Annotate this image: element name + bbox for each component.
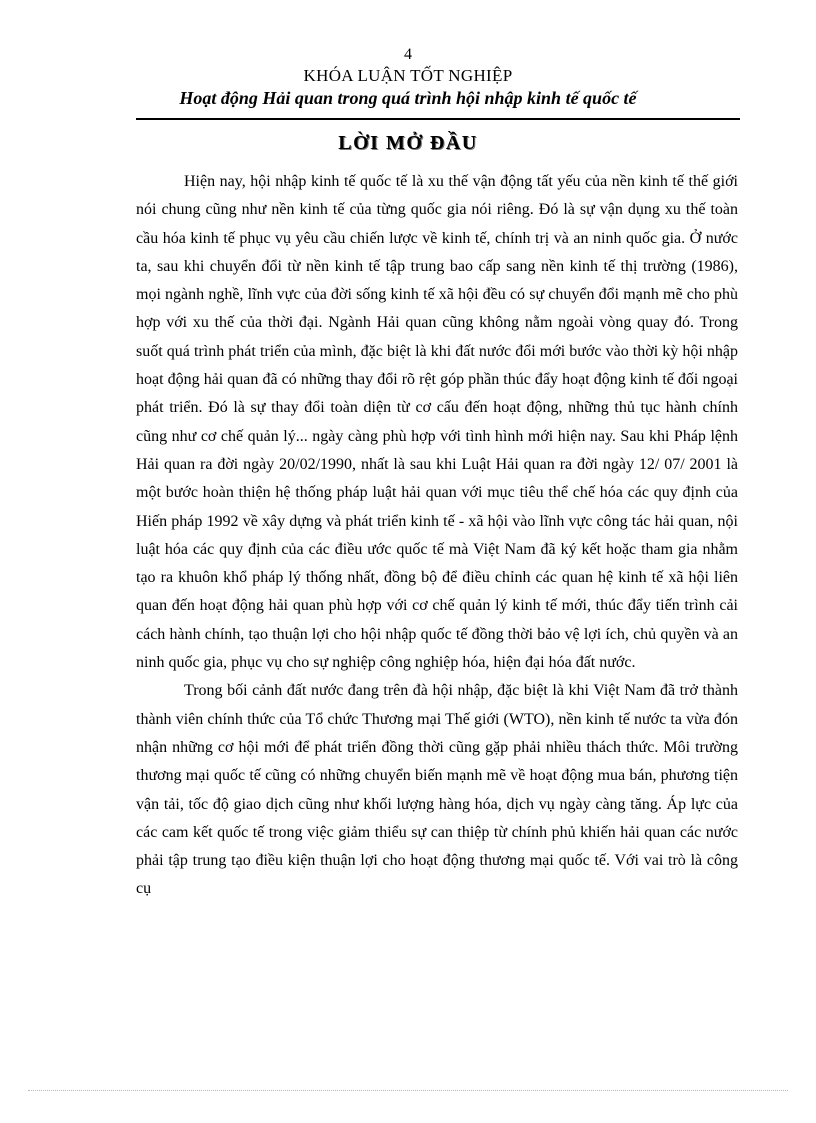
body-text <box>136 168 738 904</box>
document-header-title: KHÓA LUẬN TỐT NGHIỆP <box>303 66 513 85</box>
section-title: LỜI MỞ ĐẦU <box>338 132 478 154</box>
page-number: 4 <box>404 46 412 63</box>
paragraph-1: Hiện nay, hội nhập kinh tế quốc tế là xu thế vận động tất yếu của nền kinh tế thế giới nói chung cũng như nền kinh tế của từng quốc gia nói riêng. Đó là sự vận dụng xu thế toàn cầu hóa kinh tế phục vụ yêu cầu chiến lược về kinh tế, chính trị và an ninh quốc gia. Ở nước ta, sau khi chuyển đổi từ nền kinh tế tập trung bao cấp sang nền kinh tế thị trường (1986), mọi ngành nghề, lĩnh vực của đời sống kinh tế xã hội đều có sự chuyển đổi mạnh mẽ cho phù hợp với xu thế của thời đại. Ngành Hải quan cũng không nằm ngoài vòng quay đó. Trong suốt quá trình phát triển của mình, đặc biệt là khi đất nước đổi mới bước vào thời kỳ hội nhập hoạt động hải quan đã có những thay đổi rõ rệt góp phần thúc đẩy hoạt động kinh tế đối ngoại phát triển. Đó là sự thay đổi toàn diện từ cơ cấu đến hoạt động, những thủ tục hành chính cũng như cơ chế quản lý... ngày càng phù hợp với tình hình mới hiện nay. Sau khi Pháp lệnh Hải quan ra đời ngày 20/02/1990, nhất là sau khi Luật Hải quan ra đời ngày 12/ 07/ 2001 là một bước hoàn thiện hệ thống pháp luật hải quan với mục tiêu thể chế hóa các quy định của Hiến pháp 1992 về xây dựng và phát triển kinh tế - xã hội vào lĩnh vực công tác hải quan, nội luật hóa các quy định của các điều ước quốc tế mà Việt Nam đã ký kết hoặc tham gia nhằm tạo ra khuôn khổ pháp lý thống nhất, đồng bộ để điều chỉnh các quan hệ kinh tế xã hội liên quan đến hoạt động hải quan phù hợp với cơ chế quản lý kinh tế mới, thúc đẩy tiến trình cải cách hành chính, tạo thuận lợi cho hội nhập quốc tế đồng thời bảo vệ lợi ích, chủ quyền và an ninh quốc gia, phục vụ cho sự nghiệp công nghiệp hóa, hiện đại hóa đất nước. <box>136 173 738 672</box>
paragraph-2: Trong bối cảnh đất nước đang trên đà hội nhập, đặc biệt là khi Việt Nam đã trở thành thành viên chính thức của Tổ chức Thương mại Thế giới (WTO), nền kinh tế nước ta vừa đón nhận những cơ hội mới để phát triển đồng thời cũng gặp phải nhiều thách thức. Môi trường thương mại quốc tế cũng có những chuyển biến mạnh mẽ về hoạt động mua bán, phương tiện vận tải, tốc độ giao dịch cũng như khối lượng hàng hóa, dịch vụ ngày càng tăng. Áp lực của các cam kết quốc tế trong việc giảm thiểu sự can thiệp từ chính phủ khiến hải quan các nước phải tập trung tạo điều kiện thuận lợi cho hoạt động thương mại quốc tế. Với vai trò là công cụ <box>136 682 738 898</box>
document-header-subtitle: Hoạt động Hải quan trong quá trình hội nhập kinh tế quốc tế <box>179 88 637 108</box>
page-bottom-divider <box>28 1090 788 1091</box>
header-divider <box>136 118 740 120</box>
